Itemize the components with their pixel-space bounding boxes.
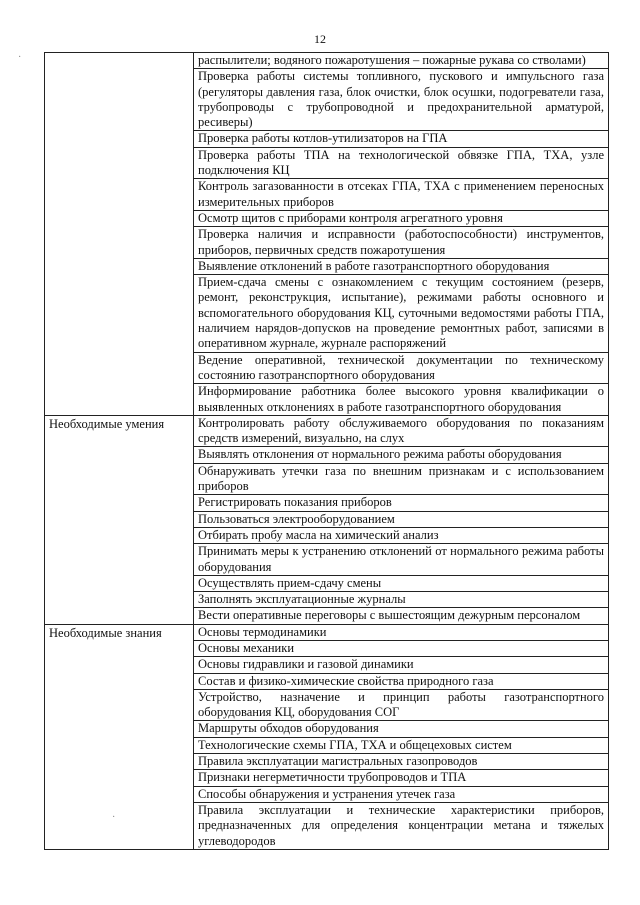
- scan-mark: ·: [18, 52, 22, 63]
- requirement-item: Маршруты обходов оборудования: [194, 721, 609, 737]
- section-label: [45, 53, 194, 416]
- table-row: [45, 415, 609, 447]
- requirement-item: Контролировать работу обслуживаемого оборудования по показаниям средств измерений, визуально, на слух: [194, 415, 609, 447]
- requirement-item: Правила эксплуатации и технические характеристики приборов, предназначенных для определения концентрации метана и тяжелых углеводородов: [194, 802, 609, 849]
- requirement-item: распылители; водяного пожаротушения – пожарные рукава со стволами): [194, 53, 609, 69]
- requirement-item: Основы механики: [194, 640, 609, 656]
- requirement-item: Информирование работника более высокого уровня квалификации о выявленных отклонениях в работе газотранспортного оборудования: [194, 384, 609, 416]
- requirement-item: Регистрировать показания приборов: [194, 495, 609, 511]
- table-row: [45, 624, 609, 640]
- requirement-item: Устройство, назначение и принцип работы газотранспортного оборудования КЦ, оборудования СОГ: [194, 689, 609, 721]
- requirement-item: Способы обнаружения и устранения утечек газа: [194, 786, 609, 802]
- page-number: 12: [314, 32, 326, 46]
- requirement-item: Состав и физико-химические свойства природного газа: [194, 673, 609, 689]
- section-label: Необходимые знания: [45, 624, 194, 849]
- requirement-item: Заполнять эксплуатационные журналы: [194, 592, 609, 608]
- requirement-item: Проверка наличия и исправности (работоспособности) инструментов, приборов, первичных средств пожаротушения: [194, 227, 609, 259]
- requirement-item: Признаки негерметичности трубопроводов и ТПА: [194, 770, 609, 786]
- requirement-item: Пользоваться электрооборудованием: [194, 511, 609, 527]
- requirement-item: Вести оперативные переговоры с вышестоящим дежурным персоналом: [194, 608, 609, 624]
- requirement-item: Выявлять отклонения от нормального режима работы оборудования: [194, 447, 609, 463]
- requirement-item: Обнаруживать утечки газа по внешним признакам и с использованием приборов: [194, 463, 609, 495]
- table-body: [45, 53, 609, 850]
- requirement-item: Проверка работы системы топливного, пускового и импульсного газа (регуляторы давления газа, блок очистки, блок осушки, подогреватели газа, трубопроводы с трубопроводной и предохранительной арматурой, ресиверы): [194, 69, 609, 131]
- requirement-item: Ведение оперативной, технической документации по техническому состоянию газотранспортного оборудования: [194, 352, 609, 384]
- requirement-item: Выявление отклонений в работе газотранспортного оборудования: [194, 258, 609, 274]
- requirement-item: Контроль загазованности в отсеках ГПА, ТХА с применением переносных измерительных приборов: [194, 179, 609, 211]
- requirement-item: Проверка работы котлов-утилизаторов на ГПА: [194, 131, 609, 147]
- requirement-item: Основы термодинамики: [194, 624, 609, 640]
- requirement-item: Принимать меры к устранению отклонений от нормального режима работы оборудования: [194, 544, 609, 576]
- competency-table: [44, 52, 609, 850]
- section-label: Необходимые умения: [45, 415, 194, 624]
- requirement-item: Правила эксплуатации магистральных газопроводов: [194, 754, 609, 770]
- requirement-item: Осмотр щитов с приборами контроля агрегатного уровня: [194, 210, 609, 226]
- table-row: [45, 53, 609, 69]
- requirement-item: Технологические схемы ГПА, ТХА и общецеховых систем: [194, 737, 609, 753]
- requirement-item: Основы гидравлики и газовой динамики: [194, 657, 609, 673]
- requirement-item: Прием-сдача смены с ознакомлением с текущим состоянием (резерв, ремонт, реконструкция, испытание), режимами работы основного и вспомогательного оборудования КЦ, суточными ведомостями работы ГПА, наличием нарядов-допусков на проведение ремонтных работ, записями в оперативном журнале, журнале распоряжений: [194, 275, 609, 352]
- requirement-item: Проверка работы ТПА на технологической обвязке ГПА, ТХА, узле подключения КЦ: [194, 147, 609, 179]
- requirement-item: Отбирать пробу масла на химический анализ: [194, 527, 609, 543]
- requirement-item: Осуществлять прием-сдачу смены: [194, 575, 609, 591]
- scan-mark: ·: [112, 812, 116, 823]
